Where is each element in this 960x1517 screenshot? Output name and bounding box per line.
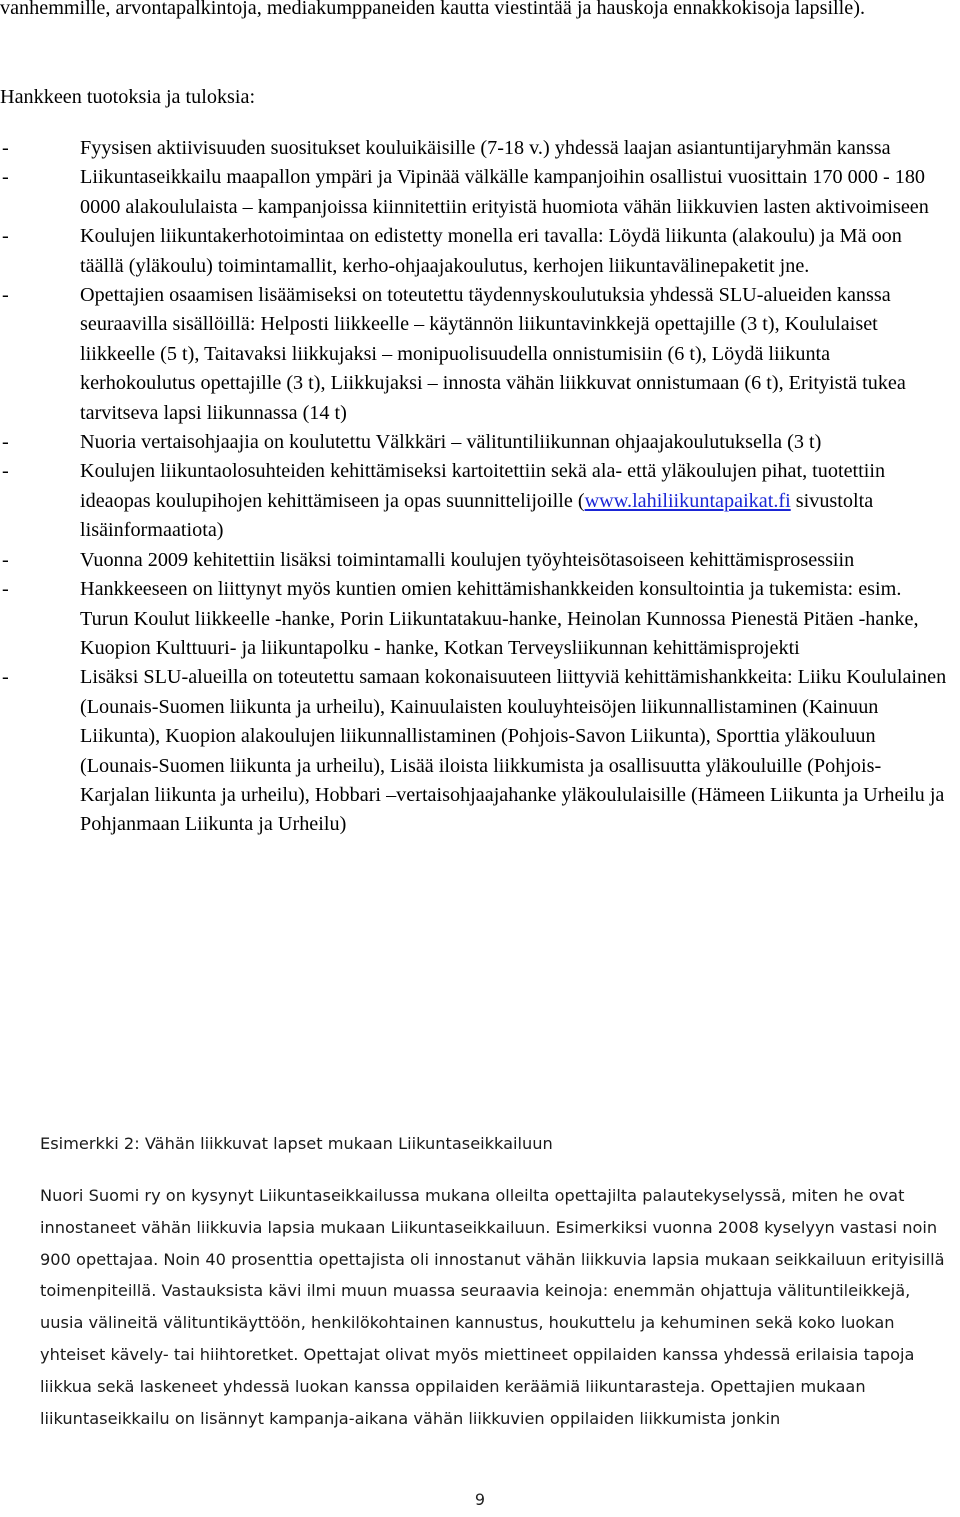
bullet-dash: - <box>2 548 9 571</box>
list-item-text: Lisäksi SLU-alueilla on toteutettu samaan kokonaisuuteen liittyviä kehittämishankkeita: Liiku Koululainen (Lounais-Suomen liikunta ja urheilu), Kainuulaisten kouluyhteisöjen liikunnallistaminen (Kainuun Liikunta), Kuopion alakoulujen liikunnallistaminen (Pohjois-Savon Liikunta), Sporttia yläkouluun (Lounais-Suomen liikunta ja urheilu), Lisää iloista liikkumista ja osallisuutta yläkouluille (Pohjois-Karjalan liikunta ja urheilu), Hobbari –vertaisohjaajahanke yläkoululaisille (Hämeen Liikunta ja Urheilu ja Pohjanmaan Liikunta ja Urheilu) <box>80 666 947 836</box>
list-item <box>0 575 948 663</box>
list-item-text: Nuoria vertaisohjaajia on koulutettu Välkkäri – välituntiliikunnan ohjaajakoulutuksella (3 t) <box>80 431 822 454</box>
list-item-text: Liikuntaseikkailu maapallon ympäri ja Vipinää välkälle kampanjoihin osallistui vuosittain 170 000 - 180 0000 alakoululaista – kampanjoissa kiinnitettiin erityistä huomiota vähän liikkuvien lasten aktivoimiseen <box>80 166 929 218</box>
list-item <box>0 134 948 163</box>
list-item-text: Vuonna 2009 kehitettiin lisäksi toimintamalli koulujen työyhteisötasoiseen kehittämisprosessiin <box>80 548 855 571</box>
list-item-text: Opettajien osaamisen lisäämiseksi on toteutettu täydennyskoulutuksia yhdessä SLU-alueiden kanssa seuraavilla sisällöillä: Helposti liikkeelle – käytännön liikuntavinkkejä opettajille (3 t), Koululaiset liikkeelle (5 t), Taitavaksi liikkujaksi – monipuolisuudella onnistumisiin (6 t), Löydä liikunta kerhokoulutus opettajille (3 t), Liikkujaksi – innosta vähän liikkuvat onnistumaan (6 t), Erityistä tukea tarvitseva lapsi liikunnassa (14 t) <box>80 284 906 424</box>
bullet-dash: - <box>2 284 9 307</box>
page-number: 9 <box>474 1490 486 1509</box>
list-item-text-before: Koulujen liikuntaolosuhteiden kehittämiseksi kartoitettiin sekä ala- että yläkoulujen pihat, tuotettiin ideaopas koulupihojen kehittämiseen ja opas suunnittelijoille ( <box>80 460 886 512</box>
list-item <box>0 663 948 839</box>
bullet-dash: - <box>2 137 9 159</box>
list-item-text: Fyysisen aktiivisuuden suositukset kouluikäisille (7-18 v.) yhdessä laajan asiantuntijaryhmän kanssa <box>80 137 891 159</box>
bullet-dash: - <box>2 666 9 689</box>
bullet-dash: - <box>2 460 9 483</box>
list-item <box>0 222 948 281</box>
bullet-dash: - <box>2 431 9 454</box>
example-body: Nuori Suomi ry on kysynyt Liikuntaseikkailussa mukana olleilta opettajilta palautekyselyssä, miten he ovat innostaneet vähän liikkuvia lapsia mukaan Liikuntaseikkailuun. Esimerkiksi vuonna 2008 kyselyyn vastasi noin 900 opettajaa. Noin 40 prosenttia opettajista oli innostanut vähän liikkuvia lapsia mukaan seikkailuun erityisillä toimenpiteillä. Vastauksista kävi ilmi muun muassa seuraavia keinoja: enemmän ohjattuja välituntileikkejä, uusia välineitä välituntikäyttöön, henkilökohtainen kannustus, houkuttelu ja kehuminen sekä koko luokan yhteiset kävely- tai hiihtoretket. Opettajat olivat myös miettineet oppilaiden kanssa yhdessä erilaisia tapoja liikkua sekä laskeneet yhdessä luokan kanssa oppilaiden keräämiä liikuntarasteja. Opettajien mukaan liikuntaseikkailu on lisännyt kampanja-aikana vähän liikkuvien oppilaiden liikkumista jonkin <box>40 1186 945 1428</box>
bullet-dash: - <box>2 166 9 189</box>
example-title: Esimerkki 2: Vähän liikkuvat lapset mukaan Liikuntaseikkailuun <box>40 1134 553 1153</box>
list-item <box>0 281 948 428</box>
bullet-dash: - <box>2 578 9 601</box>
list-item <box>0 163 948 222</box>
list-item-text-after: sivustolta lisäinformaatiota) <box>80 489 874 542</box>
list-item-text: Koulujen liikuntakerhotoimintaa on edistetty monella eri tavalla: Löydä liikunta (alakoulu) ja Mä oon täällä (yläkoulu) toimintamallit, kerho-ohjaajakoulutus, kerhojen liikuntavälinepaketit jne. <box>80 225 902 277</box>
list-item <box>0 546 948 575</box>
results-heading: Hankkeen tuotoksia ja tuloksia: <box>0 86 256 108</box>
results-list <box>0 134 948 840</box>
intro-paragraph: vanhemmille, arvontapalkintoja, mediakumppaneiden kautta viestintää ja hauskoja ennakkokisoja lapsille). <box>0 0 865 19</box>
lahiliikuntapaikat-link[interactable]: www.lahiliikuntapaikat.fi <box>584 489 791 512</box>
list-item <box>0 457 948 545</box>
list-item-text: Hankkeeseen on liittynyt myös kuntien omien kehittämishankkeiden konsultointia ja tukemista: esim. Turun Koulut liikkeelle -hanke, Porin Liikuntatakuu-hanke, Heinolan Kunnossa Pienestä Pitäen -hanke, Kuopion Kulttuuri- ja liikuntapolku - hanke, Kotkan Terveysliikunnan kehittämisprojekti <box>80 578 919 659</box>
bullet-dash: - <box>2 225 9 248</box>
list-item <box>0 428 948 457</box>
